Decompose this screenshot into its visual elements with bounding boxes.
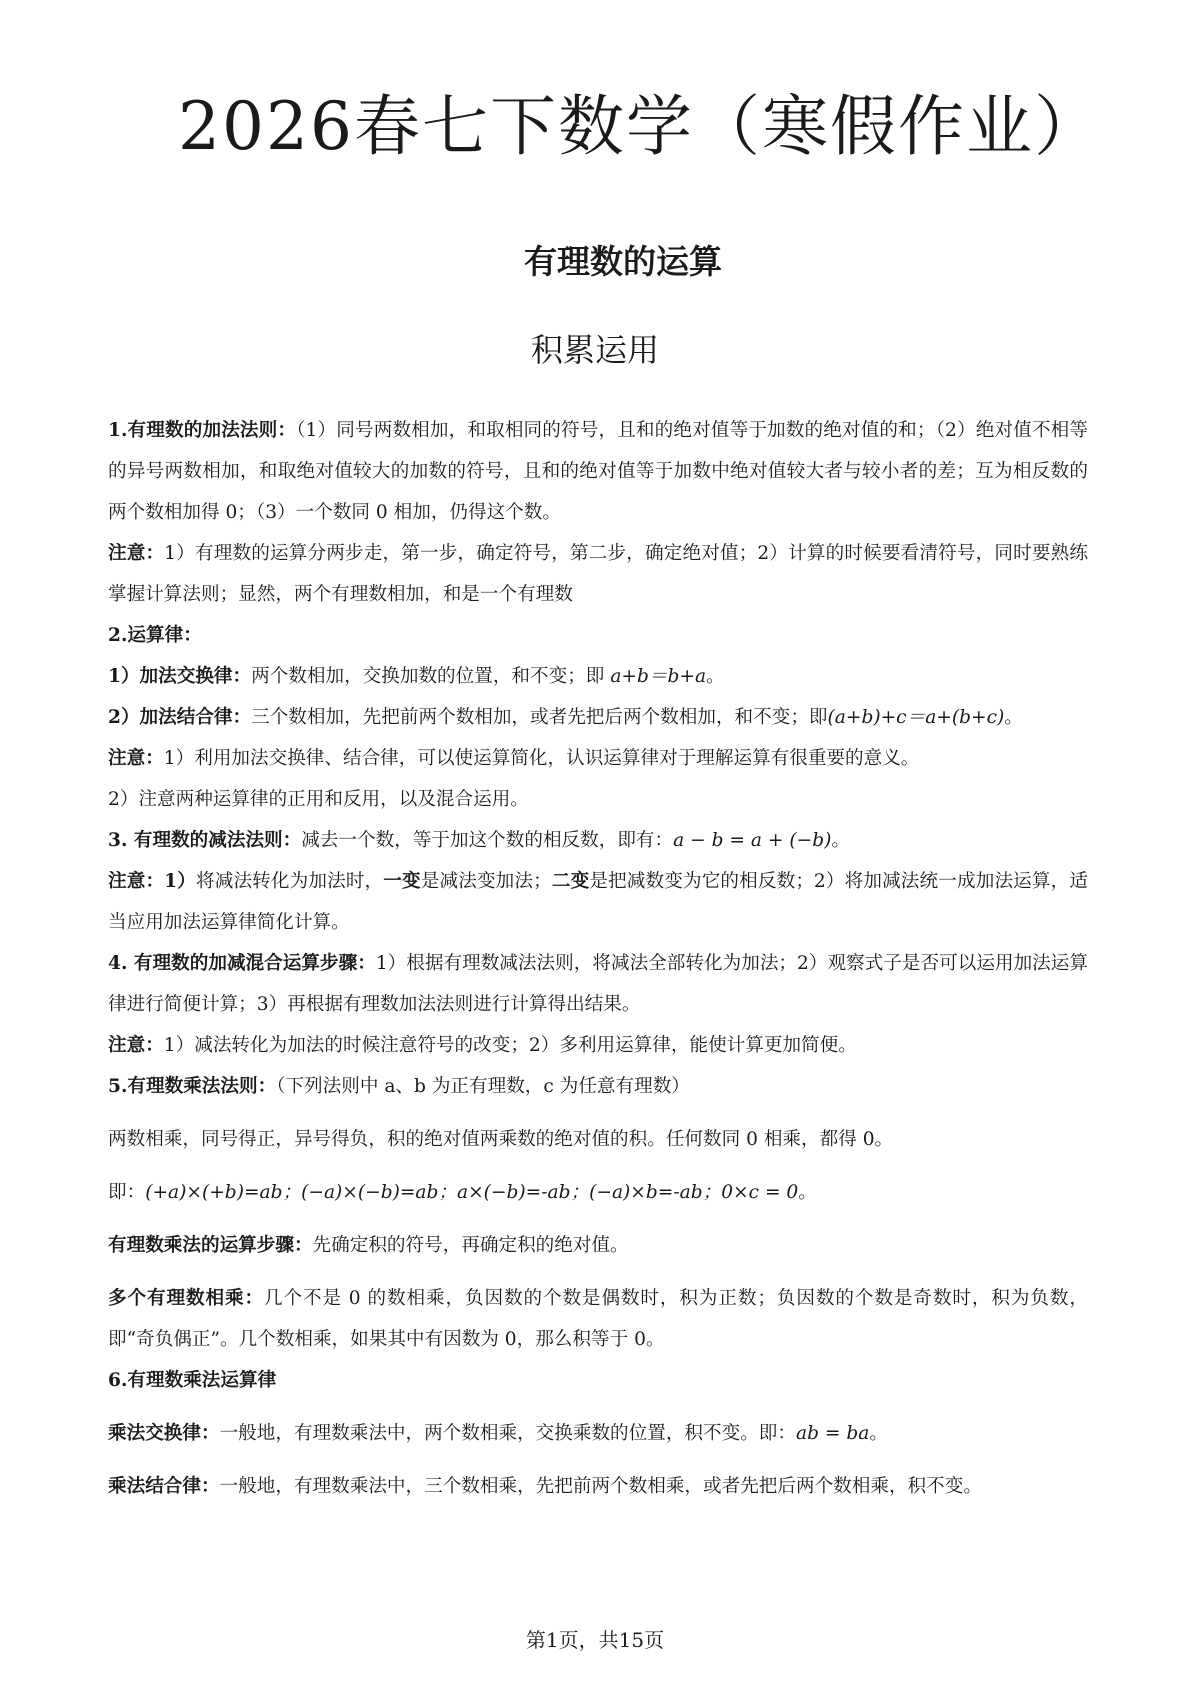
paragraph-addition-rule	[108, 410, 1088, 533]
math-subtraction-rule: a − b = a + (−b)	[673, 830, 832, 851]
text-prefix: 即：	[108, 1182, 146, 1203]
label-note: 注意：	[108, 1035, 164, 1056]
label-associative-mul: 乘法结合律：	[108, 1476, 220, 1497]
text-note: 2）注意两种运算律的正用和反用，以及混合运用。	[108, 789, 529, 810]
paragraph-associative-add	[108, 697, 1088, 738]
text-mixed-steps: 1）根据有理数减法法则，将减法全部转化为加法；2）观察式子是否可以运用加法运算律进行简便计算；3）再根据有理数加法法则进行计算得出结果。	[108, 953, 1088, 1015]
text-commutative-mul: 一般地，有理数乘法中，两个数相乘，交换乘数的位置，积不变。即：	[219, 1423, 796, 1444]
paragraph-note-3	[108, 861, 1088, 943]
punct: 。	[706, 666, 725, 687]
page-footer: 第1页，共15页	[525, 1628, 665, 1652]
paragraph-note-1	[108, 533, 1088, 615]
text-note: 1）有理数的运算分两步走，第一步，确定符号，第二步，确定绝对值；2）计算的时候要看清符号，同时要熟练掌握计算法则；显然，两个有理数相加，和是一个有理数	[108, 543, 1088, 605]
content-body	[108, 410, 1088, 1507]
label-note: 注意：	[108, 748, 164, 769]
paragraph-multiplication-desc	[108, 1119, 1088, 1160]
label-multiplication-steps: 有理数乘法的运算步骤：	[108, 1235, 313, 1256]
math-multiplication-examples: (+a)×(+b)=ab；(−a)×(−b)=ab；a×(−b)=-ab；(−a)×b=-ab；0×c = 0	[145, 1182, 799, 1203]
text-multi-multiply: 几个不是 0 的数相乘，负因数的个数是偶数时，积为正数；负因数的个数是奇数时，积为负数，即“奇负偶正”。几个数相乘，如果其中有因数为 0，那么积等于 0。	[108, 1288, 1088, 1350]
text-associative-add: 三个数相加，先把前两个数相加，或者先把后两个数相加，和不变；即	[251, 707, 828, 728]
label-commutative-add: 1）加法交换律：	[108, 666, 252, 687]
label-commutative-mul: 乘法交换律：	[108, 1423, 220, 1444]
paragraph-mixed-steps	[108, 943, 1088, 1025]
label-multiplication-rule: 5.有理数乘法法则：	[108, 1076, 277, 1097]
main-title: 2026春七下数学（寒假作业）	[178, 88, 1102, 165]
label-subtraction-rule: 3. 有理数的减法法则：	[108, 830, 302, 851]
label-associative-add: 2）加法结合律：	[108, 707, 252, 728]
label-addition-rule: 1.有理数的加法法则：	[108, 420, 297, 441]
text-note: 是减法变加法；	[420, 871, 552, 892]
paragraph-associative-mul	[108, 1466, 1088, 1507]
paragraph-note-2	[108, 738, 1088, 779]
paragraph-commutative-mul	[108, 1413, 1088, 1454]
label-laws: 2.运算律：	[108, 625, 202, 646]
section-title: 有理数的运算	[524, 242, 722, 281]
label-mixed-steps: 4. 有理数的加减混合运算步骤：	[108, 953, 376, 974]
paragraph-note-2b	[108, 779, 1088, 820]
label-note: 注意：1）	[108, 871, 196, 892]
paragraph-multiplication-steps	[108, 1225, 1088, 1266]
paragraph-multi-multiply	[108, 1278, 1088, 1360]
text-associative-mul: 一般地，有理数乘法中，三个数相乘，先把前两个数相乘，或者先把后两个数相乘，积不变。	[219, 1476, 982, 1497]
paragraph-commutative-add	[108, 656, 1088, 697]
text-multiplication-steps: 先确定积的符号，再确定积的绝对值。	[312, 1235, 629, 1256]
text-multiplication-rule: （下列法则中 a、b 为正有理数，c 为任意有理数）	[276, 1076, 690, 1097]
paragraph-multiplication-laws	[108, 1360, 1088, 1401]
subsection-title: 积累运用	[530, 331, 659, 369]
math-commutative-add: a+b＝b+a	[610, 666, 707, 687]
text-note: 将减法转化为加法时，	[196, 871, 384, 892]
paragraph-multiplication-examples	[108, 1172, 1088, 1213]
math-associative-add: (a+b)+c＝a+(b+c)	[827, 707, 1005, 728]
paragraph-laws-heading	[108, 615, 1088, 656]
text-note: 1）减法转化为加法的时候注意符号的改变；2）多利用运算律，能使计算更加简便。	[163, 1035, 857, 1056]
paragraph-subtraction-rule	[108, 820, 1088, 861]
bold-term: 二变	[551, 871, 590, 892]
text-addition-rule: （1）同号两数相加，和取相同的符号，且和的绝对值等于加数的绝对值的和；（2）绝对值不相等的异号两数相加，和取绝对值较大的加数的符号，且和的绝对值等于加数中绝对值较大者与较小者的差；互为相反数的两个数相加得 0；（3）一个数同 0 相加，仍得这个数。	[108, 420, 1088, 523]
text-subtraction-rule: 减去一个数，等于加这个数的相反数，即有：	[301, 830, 674, 851]
label-multiplication-laws: 6.有理数乘法运算律	[108, 1370, 277, 1391]
punct: 。	[869, 1423, 888, 1444]
label-note: 注意：	[108, 543, 165, 564]
text-note: 是把减数变为它的相反数；2）将加减法统一成加法运算，适当应用加法运算律简化计算。	[108, 871, 1088, 933]
text-multiplication-desc: 两数相乘，同号得正，异号得负，积的绝对值两乘数的绝对值的积。任何数同 0 相乘，都得 0。	[108, 1129, 894, 1150]
punct: 。	[831, 830, 850, 851]
label-multi-multiply: 多个有理数相乘：	[108, 1288, 264, 1309]
math-commutative-mul: ab = ba	[796, 1423, 870, 1444]
text-note: 1）利用加法交换律、结合律，可以使运算简化，认识运算律对于理解运算有很重要的意义。	[163, 748, 920, 769]
paragraph-multiplication-rule	[108, 1066, 1088, 1107]
bold-term: 一变	[383, 871, 421, 892]
punct: 。	[798, 1182, 817, 1203]
text-commutative-add: 两个数相加，交换加数的位置，和不变；即	[251, 666, 611, 687]
paragraph-note-4	[108, 1025, 1088, 1066]
punct: 。	[1004, 707, 1023, 728]
